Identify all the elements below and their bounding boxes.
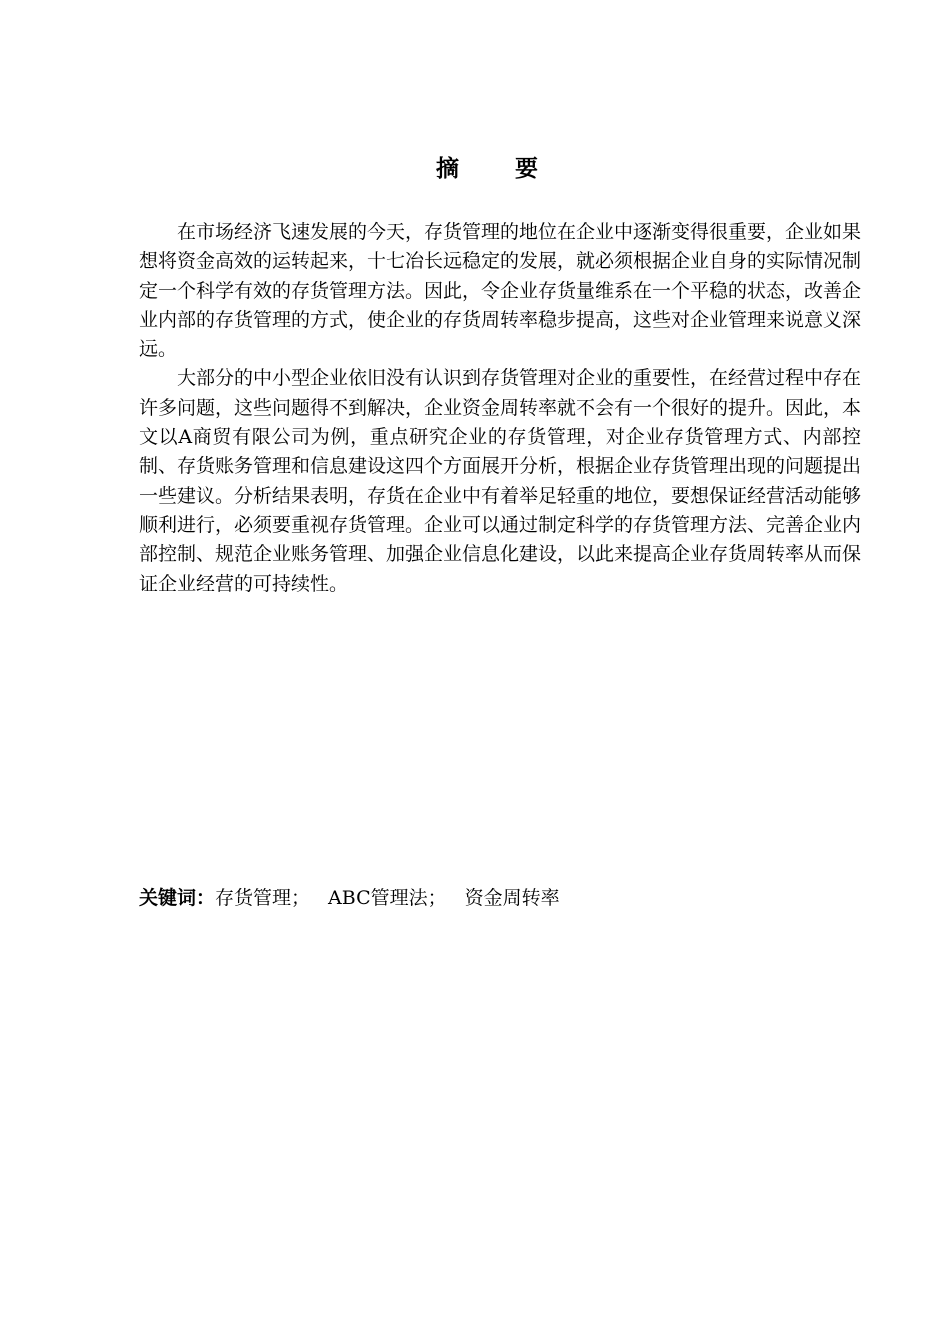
keyword-item: ABC管理法；	[328, 887, 447, 909]
abstract-paragraph-2: 大部分的中小型企业依旧没有认识到存货管理对企业的重要性，在经营过程中存在许多问题，这些问题得不到解决，企业资金周转率就不会有一个很好的提升。因此，本文以A商贸有限公司为例，重点研究企业的存货管理，对企业存货管理方式、内部控制、存货账务管理和信息建设这四个方面展开分析，根据企业存货管理出现的问题提出一些建议。分析结果表明，存货在企业中有着举足轻重的地位，要想保证经营活动能够顺利进行，必须要重视存货管理。企业可以通过制定科学的存货管理方法、完善企业内部控制、规范企业账务管理、加强企业信息化建设，以此来提高企业存货周转率从而保证企业经营的可持续性。	[139, 367, 862, 595]
abstract-title: 摘 要	[435, 155, 562, 182]
abstract-paragraph-1: 在市场经济飞速发展的今天，存货管理的地位在企业中逐渐变得很重要，企业如果想将资金高效的运转起来，十七冶长远稳定的发展，就必须根据企业自身的实际情况制定一个科学有效的存货管理方法。因此，令企业存货量维系在一个平稳的状态，改善企业内部的存货管理的方式，使企业的存货周转率稳步提高，这些对企业管理来说意义深远。	[139, 221, 862, 361]
keywords-label: 关键词：	[139, 887, 216, 909]
keywords-line	[139, 884, 861, 913]
keyword-item: 存货管理；	[215, 887, 311, 909]
keyword-item: 资金周转率	[464, 887, 560, 909]
abstract-body	[139, 218, 861, 599]
